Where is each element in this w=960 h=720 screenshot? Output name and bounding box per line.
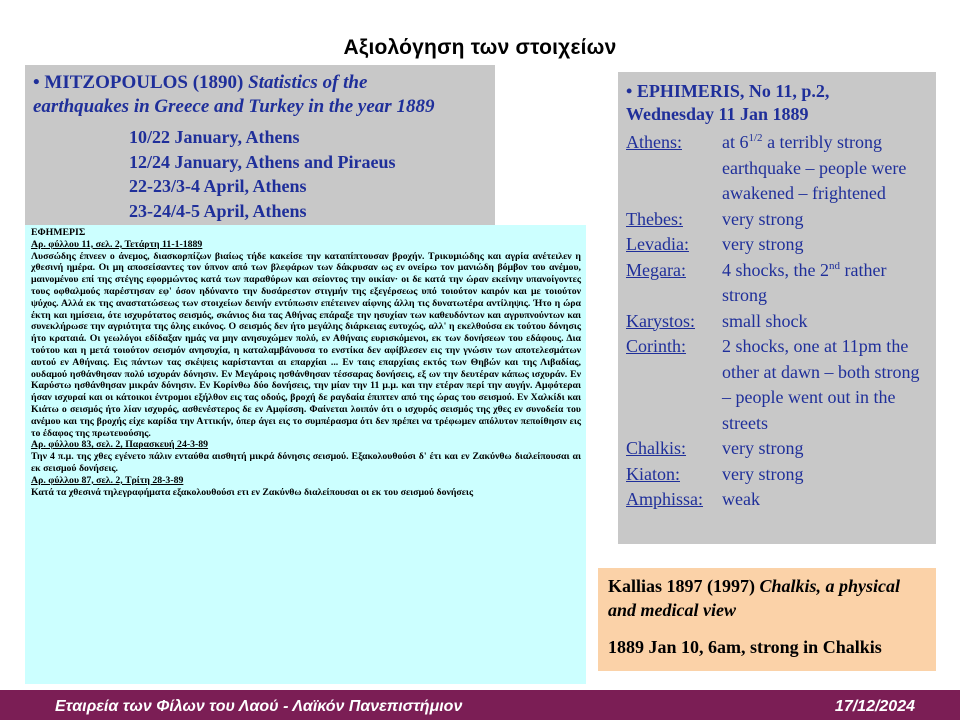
ephimeris-row bbox=[626, 334, 928, 436]
ephimeris-desc: very strong bbox=[722, 438, 804, 458]
ephimeris-row bbox=[626, 258, 928, 309]
mitzopoulos-event-list bbox=[33, 125, 487, 223]
ephimeris-city: Corinth: bbox=[626, 336, 687, 356]
ephimeris-desc: 2 shocks, one at 11pm the other at dawn – both strong – people went out in the streets bbox=[722, 336, 920, 433]
newspaper-reference: Αρ. φύλλου 87, σελ. 2, Τρίτη 28-3-89 bbox=[31, 474, 184, 486]
mitzopoulos-event: 12/24 January, Athens and Piraeus bbox=[129, 151, 396, 172]
ephimeris-row bbox=[626, 462, 928, 488]
mitzopoulos-event: 10/22 January, Athens bbox=[129, 127, 300, 147]
ephimeris-row bbox=[626, 487, 928, 513]
newspaper-text: Λυσσώδης έπνεεν ο άνεμος, διασκορπίζων βιαίως τήδε κακείσε την καταπίπτουσαν βροχήν. Τρικυμιώδης και αγρία ανέτειλεν η χθεσινή ημέρα. Οι μη αποσείσαντες τον ύπνον από των βλεφάρων των δάκρυσαν ως εν ονείρω τον μανιώδη βόμβον του ανέμου, μαινομένου επί της στέγης εφορμώντος κατά των παραθύρων και σείοντος την οικίαν· οι δε κατά την ώραν εκείνην υπανοίγοντες τους οφθαλμούς παρέστησαν εφ' όσον ηδύναντο την δυσάρεστον στιγμήν της εξεγέρσεως υπό τοιούτον καιρόν και με τοιούτον ψύχος. Αλλά εκ της αναστατώσεως των στοιχείων δεινήν εντύπωσιν επέτεινεν αίφνης άλλη τις δυνατωτέρα αντίληψις. Ήτο η ώρα έκτη και ημίσεια, ότε ισχυρότατος σεισμός, σκάνιος δια τας Αθήνας επάραξε την ησυχίαν των καθευδόντων και αγρυπνούντων και συνεκλήρωσε την αγριότητα της όλης εικόνος. Ο σεισμός δεν ήτο μεγάλης διάρκειας ευτυχώς, αλλ' η εκελθούσα εκ τούτου δόνησις ήτο κραταιά. Οι γεωλόγοι εδίδαξαν ημάς να μην ανησυχώμεν πολύ, εν Αθήναις ευρισκόμενοι, εκ των δονήσεων του εδάφους. Δια τούτου και η μετά τοιούτον σεισμόν ανησυχία, η καταλαμβάνουσα το ενστίκα δεν αφίβλεσεν εις την γνώσιν των αποτελεσμάτων αυτού εν Αθήναις. Εις πάντων τας σκέψεις καρίστανται αι επαρχίαι ... Εν ταις επαρχίαις εκτός των Θηβών και της Λιβαδίας, ουδαμού ησθάνθησαν πολύ ισχυράν δόνησιν. Εν Μεγάροις ησθάνθησαν τέσσαρας δονήσεις, εξ ων την δευτέραν κάπως ισχυράν. Εν Καρύστω ησθάνθησαν μικράν δόνησιν. Εν Κορίνθω δύο δονήσεις, την μίαν την 11 μ.μ. και την ετέραν περί την αυγήν. Αμφότεραι ήσαν ισχυραί και οι κάτοικοι έντρομοι εξήλθον εις τας οδούς, βροχή δε ραγδαία έπιπτεν από της ώρας του σεισμού. Εν Χαλκίδι και Κιάτω ο σεισμός ήτο λίαν ισχυρός, ασθενέστερος δε εν Αμφίσση. Φαίνεται λοιπόν ότι ο ισχυρός σεισμός της χθες εν συνοδεία του ανέμου και της βροχής είχε καρίδα την Αττικήν, όπερ άγει εις το συμπέρασμα ότι δεν πρέπει να τρέφωμεν απόλυτον πεποίθησιν εις το έδαφος της πρωτευούσης. bbox=[31, 250, 581, 439]
slide-title: Αξιολόγηση των στοιχείων bbox=[343, 36, 617, 59]
ephimeris-city: Levadia: bbox=[626, 234, 689, 254]
ephimeris-row bbox=[626, 309, 928, 335]
mitzopoulos-heading bbox=[33, 71, 487, 119]
kallias-box bbox=[598, 568, 936, 671]
ephimeris-head-line2: Wednesday 11 Jan 1889 bbox=[626, 104, 809, 124]
ephimeris-row bbox=[626, 130, 928, 207]
ephimeris-city: Karystos: bbox=[626, 310, 695, 331]
kallias-heading bbox=[608, 574, 926, 622]
kallias-title: Chalkis, a physical and medical view bbox=[608, 576, 901, 620]
ephimeris-city: Athens: bbox=[626, 132, 682, 152]
mitzopoulos-author: MITZOPOULOS bbox=[44, 72, 188, 93]
newspaper-text: Κατά τα χθεσινά τηλεγραφήματα εξακολουθούσι ετι εν Ζακύνθω διαλείπουσαι οι εκ του σεισμού δονήσεις bbox=[31, 486, 474, 498]
mitzopoulos-title-line2: earthquakes in Greece and Turkey in the year 1889 bbox=[33, 96, 435, 117]
ephimeris-desc: very strong bbox=[722, 208, 804, 229]
kallias-note: 1889 Jan 10, 6am, strong in Chalkis bbox=[608, 637, 882, 657]
ephimeris-city: Thebes: bbox=[626, 208, 683, 229]
ephimeris-desc: very strong bbox=[722, 463, 804, 484]
bullet-icon: • bbox=[33, 72, 40, 93]
ephimeris-desc: small shock bbox=[722, 310, 808, 331]
ephimeris-desc: at $6^{1/2}$ a terribly strong earthquake – people were awakened – frightened bbox=[722, 132, 907, 203]
ephimeris-city: Megara: bbox=[626, 259, 686, 280]
ephimeris-desc: weak bbox=[722, 489, 760, 509]
ephimeris-city-table bbox=[626, 130, 928, 513]
mitzopoulos-year: (1890) bbox=[192, 72, 244, 93]
ephimeris-head-line1: EPHIMERIS, No 11, p.2, bbox=[636, 81, 830, 101]
kallias-author: Kallias 1897 (1997) bbox=[608, 576, 755, 596]
ephimeris-city: Amphissa: bbox=[626, 489, 704, 509]
newspaper-text: Την 4 π.μ. της χθες εγένετο πάλιν ενταύθα αισθητή μικρά δόνησις σεισμού. Εξακολουθούσι δ' έτι και εν Ζακύνθω διαλείπουσαι αι εκ σεισμού δονήσεις. bbox=[31, 451, 581, 474]
ephimeris-row bbox=[626, 207, 928, 233]
mitzopoulos-box bbox=[25, 65, 495, 225]
footer-bar bbox=[0, 690, 960, 720]
ephimeris-desc: 4 shocks, the 2nd rather strong bbox=[722, 259, 887, 305]
mitzopoulos-event: 22-23/3-4 April, Athens bbox=[129, 176, 307, 196]
newspaper-header: ΕΦΗΜΕΡΙΣ bbox=[31, 227, 86, 238]
ephimeris-desc: very strong bbox=[722, 234, 804, 254]
ephimeris-city: Chalkis: bbox=[626, 438, 687, 458]
newspaper-excerpt-box bbox=[25, 225, 586, 684]
ephimeris-city: Kiaton: bbox=[626, 463, 680, 484]
bullet-icon: • bbox=[626, 81, 633, 101]
mitzopoulos-event: 23-24/4-5 April, Athens bbox=[129, 200, 307, 221]
newspaper-reference: Αρ. φύλλου 83, σελ. 2, Παρασκευή 24-3-89 bbox=[31, 439, 209, 451]
ephimeris-row bbox=[626, 436, 928, 462]
footer-date: 17/12/2024 bbox=[834, 698, 915, 715]
ephimeris-heading bbox=[626, 80, 928, 126]
ephimeris-box bbox=[618, 72, 936, 544]
ephimeris-row bbox=[626, 232, 928, 258]
newspaper-reference: Αρ. φύλλου 11, σελ. 2, Τετάρτη 11-1-1889 bbox=[31, 238, 203, 250]
mitzopoulos-title-line1: Statistics of the bbox=[248, 72, 368, 93]
footer-organization: Εταιρεία των Φίλων του Λαού - Λαϊκόν Πανεπιστήμιον bbox=[55, 698, 463, 715]
